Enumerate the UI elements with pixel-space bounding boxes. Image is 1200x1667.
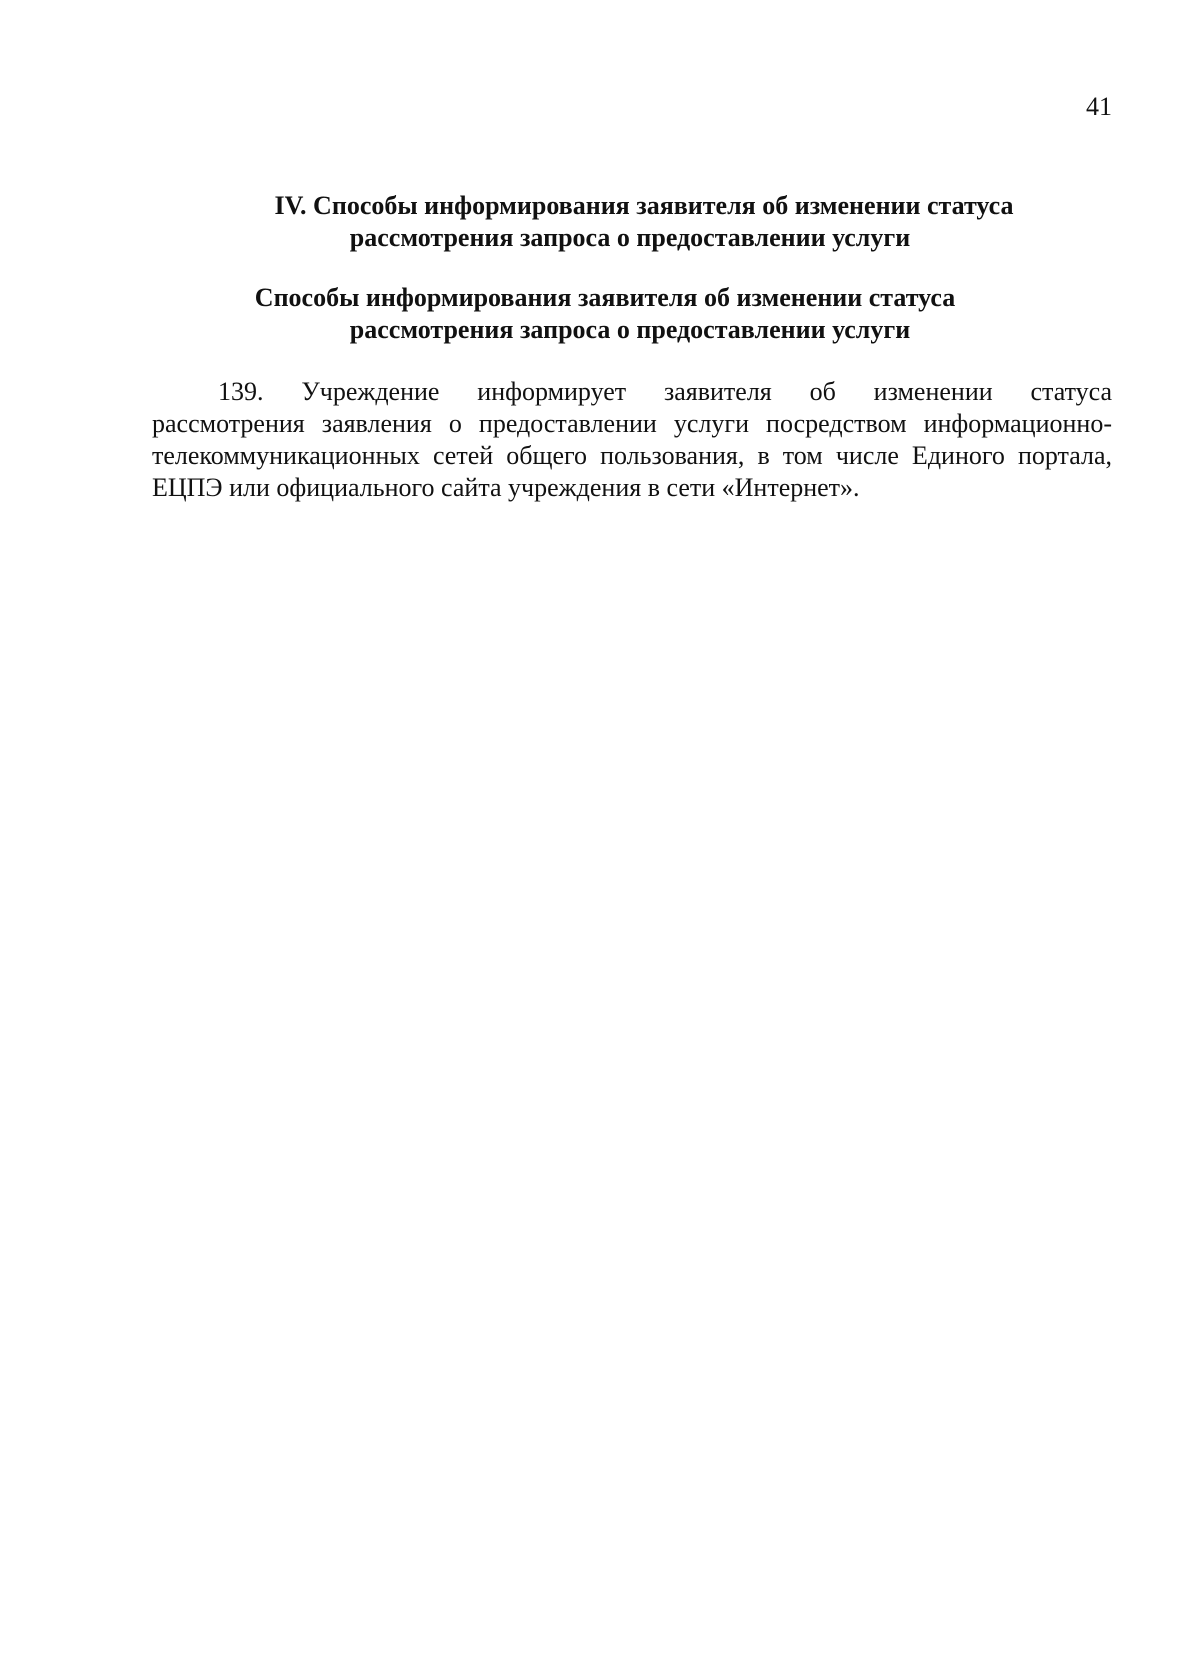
paragraph-139-line-4: ЕЦПЭ или официального сайта учреждения в сети «Интернет». xyxy=(152,473,860,502)
paragraph-139 xyxy=(152,376,1112,504)
paragraph-139-line-1: 139. Учреждение информирует заявителя об изменении статуса xyxy=(218,377,1112,406)
paragraph-139-line-2: рассмотрения заявления о предоставлении услуги посредством информационно- xyxy=(152,409,1112,438)
paragraph-139-line-3: телекоммуникационных сетей общего пользования, в том числе Единого портала, xyxy=(152,441,1112,470)
section-heading-line-1: IV. Способы информирования заявителя об изменении статуса xyxy=(274,191,1014,220)
section-heading xyxy=(160,190,1100,254)
page-number: 41 xyxy=(1086,92,1112,121)
subsection-heading xyxy=(160,282,1100,346)
subsection-heading-line-1: Способы информирования заявителя об изменении статуса xyxy=(254,283,956,312)
subsection-heading-line-2: рассмотрения запроса о предоставлении услуги xyxy=(349,315,911,344)
section-heading-line-2: рассмотрения запроса о предоставлении услуги xyxy=(349,223,911,252)
